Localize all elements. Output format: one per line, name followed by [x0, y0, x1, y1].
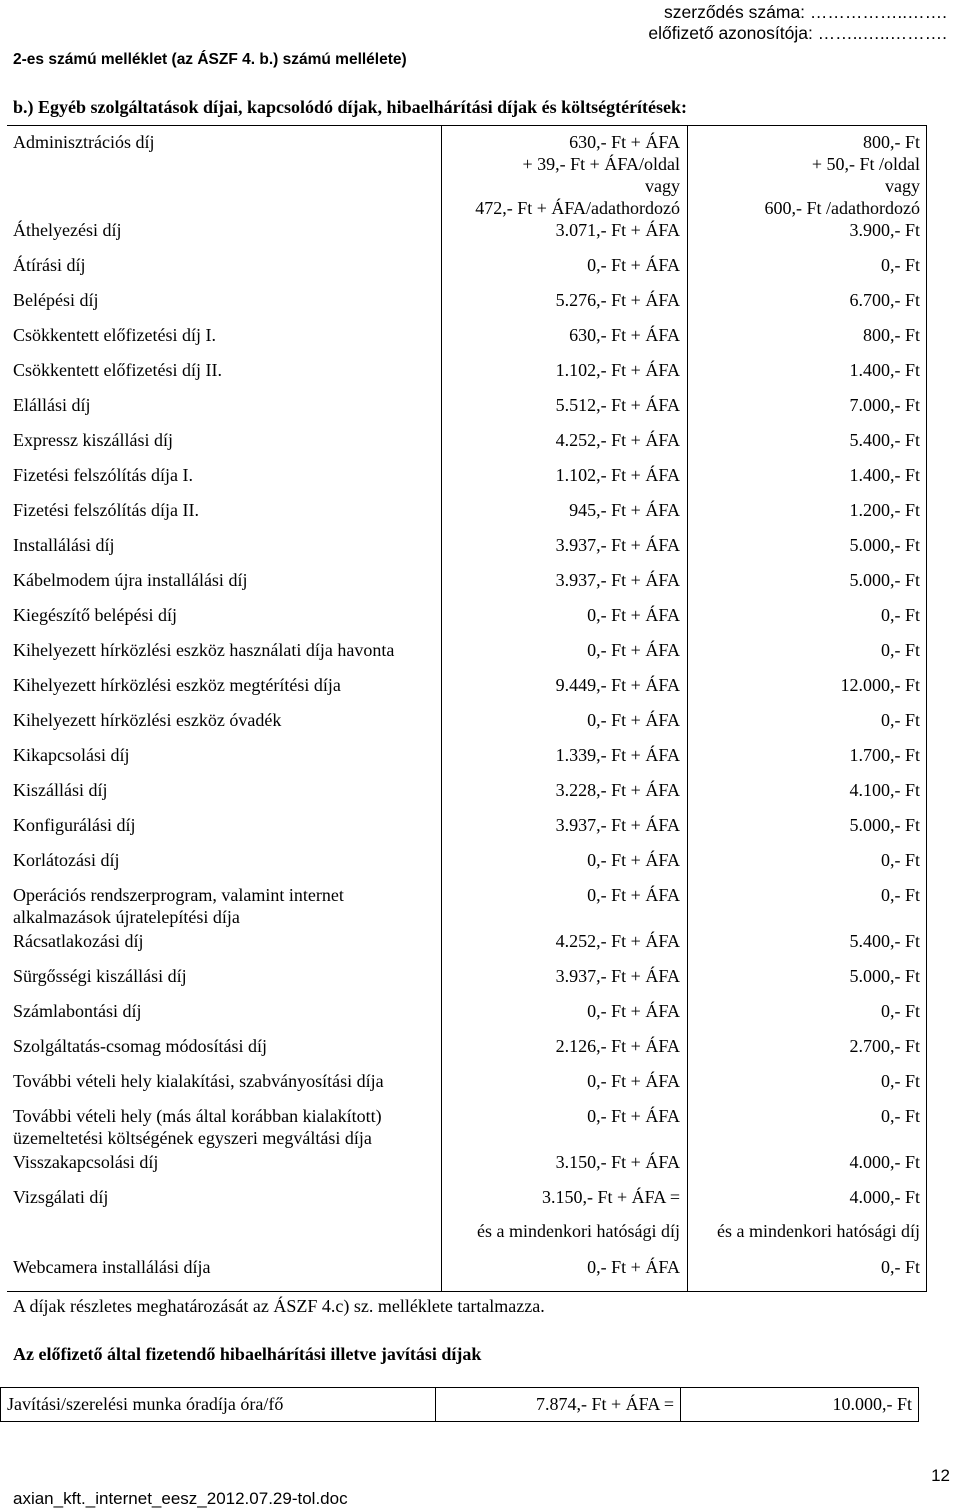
- fee-net-price: [442, 709, 688, 744]
- fee-gross-line: 5.000,- Ft: [849, 570, 920, 590]
- fee-gross-line: 4.000,- Ft: [849, 1187, 920, 1207]
- repair-table: [0, 1387, 919, 1422]
- fee-name: Expressz kiszállási díj: [7, 429, 442, 464]
- table-row: [7, 779, 927, 814]
- fee-net-line: 630,- Ft + ÁFA: [569, 132, 680, 152]
- table-row: [7, 1186, 927, 1256]
- fee-gross-price: [688, 126, 927, 220]
- fee-net-price: [442, 849, 688, 884]
- fee-net-price: [442, 674, 688, 709]
- fee-gross-line: és a mindenkori hatósági díj: [717, 1221, 920, 1241]
- table-row: [7, 324, 927, 359]
- fee-gross-line: 7.000,- Ft: [849, 395, 920, 415]
- fee-gross-price: [688, 289, 927, 324]
- fee-gross-line: 5.000,- Ft: [849, 815, 920, 835]
- fee-gross-price: [688, 254, 927, 289]
- table-row: [1, 1388, 919, 1422]
- fee-name: Konfigurálási díj: [7, 814, 442, 849]
- fee-net-price: [442, 1000, 688, 1035]
- fee-name: Korlátozási díj: [7, 849, 442, 884]
- fee-net-price: [442, 1151, 688, 1186]
- fee-net-price: [442, 464, 688, 499]
- fee-net-line: 1.339,- Ft + ÁFA: [555, 745, 680, 765]
- fee-gross-price: [688, 779, 927, 814]
- fee-gross-line: 4.100,- Ft: [849, 780, 920, 800]
- fee-gross-line: 0,- Ft: [880, 1106, 920, 1126]
- fee-gross-line: 2.700,- Ft: [849, 1036, 920, 1056]
- table-row: [7, 744, 927, 779]
- fee-net-price: [442, 499, 688, 534]
- fee-gross-price: [688, 359, 927, 394]
- fee-name: Kikapcsolási díj: [7, 744, 442, 779]
- fee-net-price: [442, 569, 688, 604]
- fee-net-line: 630,- Ft + ÁFA: [569, 325, 680, 345]
- fee-net-line: 4.252,- Ft + ÁFA: [555, 931, 680, 951]
- fee-name: Csökkentett előfizetési díj I.: [7, 324, 442, 359]
- table-row: [7, 1256, 927, 1291]
- fee-net-line: 2.126,- Ft + ÁFA: [555, 1036, 680, 1056]
- fee-net-line: 0,- Ft + ÁFA: [587, 1071, 680, 1091]
- fee-net-price: [442, 639, 688, 674]
- table-row: [7, 429, 927, 464]
- fee-gross-line: 0,- Ft: [880, 1001, 920, 1021]
- fee-gross-line: 0,- Ft: [880, 850, 920, 870]
- table-row: [7, 569, 927, 604]
- fee-name: Kiegészítő belépési díj: [7, 604, 442, 639]
- table-row: [7, 884, 927, 930]
- page-number: 12: [931, 1466, 950, 1485]
- fee-gross-line: 1.700,- Ft: [849, 745, 920, 765]
- table-row: [7, 254, 927, 289]
- fee-gross-price: [688, 429, 927, 464]
- table-row: [7, 709, 927, 744]
- annex-title: 2-es számú melléklet (az ÁSZF 4. b.) számú mellélete): [13, 51, 407, 68]
- fee-net-line: 0,- Ft + ÁFA: [587, 1106, 680, 1126]
- fee-gross-price: [688, 604, 927, 639]
- fee-gross-line: 6.700,- Ft: [849, 290, 920, 310]
- fee-gross-price: [688, 569, 927, 604]
- fee-gross-price: [688, 1035, 927, 1070]
- fee-gross-price: [688, 324, 927, 359]
- fee-net-line: 3.937,- Ft + ÁFA: [555, 535, 680, 555]
- fee-net-price: [442, 126, 688, 220]
- fee-net-price: [442, 254, 688, 289]
- fee-gross-line: 0,- Ft: [880, 885, 920, 905]
- fee-net-line: 0,- Ft + ÁFA: [587, 605, 680, 625]
- fee-gross-price: [688, 965, 927, 1000]
- fee-gross-line: 0,- Ft: [880, 640, 920, 660]
- fee-net-line: 3.937,- Ft + ÁFA: [555, 570, 680, 590]
- fee-gross-price: [688, 499, 927, 534]
- table-row: [7, 534, 927, 569]
- fee-name: Fizetési felszólítás díja I.: [7, 464, 442, 499]
- table-row: [7, 464, 927, 499]
- repair-gross-price: 10.000,- Ft: [681, 1388, 919, 1422]
- table-row: [7, 849, 927, 884]
- fee-net-price: [442, 884, 688, 930]
- table-row: [7, 814, 927, 849]
- fee-net-line: 472,- Ft + ÁFA/adathordozó: [475, 198, 680, 218]
- fee-gross-price: [688, 1256, 927, 1291]
- fee-net-price: [442, 930, 688, 965]
- fee-gross-line: 0,- Ft: [880, 255, 920, 275]
- fee-gross-line: 12.000,- Ft: [840, 675, 920, 695]
- fee-name: Sürgősségi kiszállási díj: [7, 965, 442, 1000]
- fee-gross-line: 1.200,- Ft: [849, 500, 920, 520]
- fee-gross-line: vagy: [885, 176, 920, 196]
- fee-name: Csökkentett előfizetési díj II.: [7, 359, 442, 394]
- table-row: [7, 639, 927, 674]
- fee-net-line: 0,- Ft + ÁFA: [587, 710, 680, 730]
- table-row: [7, 499, 927, 534]
- fee-gross-price: [688, 639, 927, 674]
- fee-gross-line: 5.400,- Ft: [849, 430, 920, 450]
- fee-gross-line: 4.000,- Ft: [849, 1152, 920, 1172]
- repair-net-price: 7.874,- Ft + ÁFA =: [436, 1388, 681, 1422]
- contract-info: [648, 2, 947, 44]
- fee-name: Kihelyezett hírközlési eszköz használati díja havonta: [7, 639, 442, 674]
- fee-net-price: [442, 1070, 688, 1105]
- fee-net-line: + 39,- Ft + ÁFA/oldal: [522, 154, 680, 174]
- fee-name: Rácsatlakozási díj: [7, 930, 442, 965]
- fee-gross-price: [688, 930, 927, 965]
- fee-net-price: [442, 534, 688, 569]
- fee-net-line: 3.150,- Ft + ÁFA =: [542, 1187, 680, 1207]
- fee-name: Kihelyezett hírközlési eszköz óvadék: [7, 709, 442, 744]
- fee-gross-price: [688, 1105, 927, 1151]
- fee-gross-price: [688, 1070, 927, 1105]
- fee-name: Elállási díj: [7, 394, 442, 429]
- fee-name: Vizsgálati díj: [7, 1186, 442, 1256]
- table-row: [7, 289, 927, 324]
- fee-name: Visszakapcsolási díj: [7, 1151, 442, 1186]
- fee-gross-price: [688, 884, 927, 930]
- fee-net-line: 5.276,- Ft + ÁFA: [555, 290, 680, 310]
- table-row: [7, 359, 927, 394]
- repair-name: Javítási/szerelési munka óradíja óra/fő: [1, 1388, 436, 1422]
- fee-name: Kihelyezett hírközlési eszköz megtérítési díja: [7, 674, 442, 709]
- fee-net-line: 0,- Ft + ÁFA: [587, 850, 680, 870]
- fee-gross-line: 0,- Ft: [880, 1071, 920, 1091]
- fee-net-price: [442, 394, 688, 429]
- table-row: [7, 930, 927, 965]
- fee-gross-line: 5.000,- Ft: [849, 535, 920, 555]
- fee-name: Átírási díj: [7, 254, 442, 289]
- fee-net-price: [442, 219, 688, 254]
- fee-gross-price: [688, 814, 927, 849]
- fee-net-price: [442, 604, 688, 639]
- fee-net-price: [442, 965, 688, 1000]
- fee-net-price: [442, 1035, 688, 1070]
- fee-name: Kábelmodem újra installálási díj: [7, 569, 442, 604]
- subscriber-id-field: előfizető azonosítója: ……..…..……….: [648, 23, 947, 43]
- table-row: [7, 1000, 927, 1035]
- fee-net-price: [442, 1105, 688, 1151]
- fee-gross-line: 600,- Ft /adathordozó: [764, 198, 920, 218]
- fee-name: Operációs rendszerprogram, valamint internet alkalmazások újratelepítési díja: [7, 884, 442, 930]
- fee-net-line: 0,- Ft + ÁFA: [587, 885, 680, 905]
- footer-filename: axian_kft._internet_eesz_2012.07.29-tol.doc: [13, 1489, 348, 1508]
- fee-net-price: [442, 429, 688, 464]
- fee-net-price: [442, 289, 688, 324]
- table-row: [7, 394, 927, 429]
- fee-net-line: 4.252,- Ft + ÁFA: [555, 430, 680, 450]
- fee-gross-price: [688, 1000, 927, 1035]
- fee-gross-price: [688, 1186, 927, 1256]
- fee-name: Szolgáltatás-csomag módosítási díj: [7, 1035, 442, 1070]
- fee-name: Fizetési felszólítás díja II.: [7, 499, 442, 534]
- fee-net-price: [442, 1256, 688, 1291]
- fee-name: Webcamera installálási díja: [7, 1256, 442, 1291]
- fee-gross-line: + 50,- Ft /oldal: [811, 154, 920, 174]
- fee-net-line: 0,- Ft + ÁFA: [587, 1257, 680, 1277]
- fee-gross-price: [688, 534, 927, 569]
- fee-gross-line: 0,- Ft: [880, 710, 920, 730]
- fee-net-price: [442, 744, 688, 779]
- fee-name: Kiszállási díj: [7, 779, 442, 814]
- fees-note: A díjak részletes meghatározását az ÁSZF 4.c) sz. melléklete tartalmazza.: [13, 1296, 545, 1316]
- fee-gross-price: [688, 674, 927, 709]
- fees-table: [7, 125, 927, 1292]
- fee-gross-line: 800,- Ft: [862, 325, 920, 345]
- fee-net-line: 1.102,- Ft + ÁFA: [555, 360, 680, 380]
- fee-net-line: 1.102,- Ft + ÁFA: [555, 465, 680, 485]
- fee-name: További vételi hely (más által korábban kialakított) üzemeltetési költségének egyszeri megváltási díja: [7, 1105, 442, 1151]
- fee-net-line: 0,- Ft + ÁFA: [587, 255, 680, 275]
- table-row: [7, 965, 927, 1000]
- fee-gross-price: [688, 849, 927, 884]
- fee-net-line: 9.449,- Ft + ÁFA: [555, 675, 680, 695]
- fee-name: További vételi hely kialakítási, szabványosítási díja: [7, 1070, 442, 1105]
- fee-net-price: [442, 359, 688, 394]
- fee-net-line: 0,- Ft + ÁFA: [587, 640, 680, 660]
- fee-name: Belépési díj: [7, 289, 442, 324]
- section-title: b.) Egyéb szolgáltatások díjai, kapcsolódó díjak, hibaelhárítási díjak és költségtérítések:: [13, 97, 688, 117]
- fee-gross-price: [688, 464, 927, 499]
- table-row: [7, 219, 927, 254]
- fee-net-price: [442, 1186, 688, 1256]
- fee-net-line: 3.937,- Ft + ÁFA: [555, 815, 680, 835]
- fee-gross-price: [688, 394, 927, 429]
- fee-net-line: vagy: [645, 176, 680, 196]
- repair-title: Az előfizető által fizetendő hibaelhárítási illetve javítási díjak: [13, 1344, 482, 1364]
- fee-gross-price: [688, 1151, 927, 1186]
- fee-name: Számlabontási díj: [7, 1000, 442, 1035]
- fee-net-price: [442, 324, 688, 359]
- fee-net-price: [442, 814, 688, 849]
- fee-gross-price: [688, 709, 927, 744]
- fee-gross-line: 1.400,- Ft: [849, 360, 920, 380]
- fee-net-line: 3.937,- Ft + ÁFA: [555, 966, 680, 986]
- table-row: [7, 604, 927, 639]
- fee-net-line: és a mindenkori hatósági díj: [477, 1221, 680, 1241]
- fee-net-price: [442, 779, 688, 814]
- fee-net-line: 3.150,- Ft + ÁFA: [555, 1152, 680, 1172]
- fee-net-line: 3.228,- Ft + ÁFA: [555, 780, 680, 800]
- table-row: [7, 1151, 927, 1186]
- fee-gross-line: 5.400,- Ft: [849, 931, 920, 951]
- table-row: [7, 674, 927, 709]
- fee-gross-line: 0,- Ft: [880, 1257, 920, 1277]
- table-row: [7, 1070, 927, 1105]
- fee-name: Installálási díj: [7, 534, 442, 569]
- fee-net-line: 3.071,- Ft + ÁFA: [555, 220, 680, 240]
- fee-gross-line: 0,- Ft: [880, 605, 920, 625]
- fee-net-line: 5.512,- Ft + ÁFA: [555, 395, 680, 415]
- fee-name: Áthelyezési díj: [7, 219, 442, 254]
- fee-gross-line: 5.000,- Ft: [849, 966, 920, 986]
- fee-gross-line: 3.900,- Ft: [849, 220, 920, 240]
- fee-gross-line: 1.400,- Ft: [849, 465, 920, 485]
- fee-gross-price: [688, 219, 927, 254]
- fee-name: Adminisztrációs díj: [7, 126, 442, 220]
- table-row: [7, 1035, 927, 1070]
- fee-net-line: 0,- Ft + ÁFA: [587, 1001, 680, 1021]
- table-row: [7, 126, 927, 220]
- fee-gross-price: [688, 744, 927, 779]
- table-row: [7, 1105, 927, 1151]
- contract-number-field: szerződés száma: ……………..…….: [664, 2, 947, 22]
- fee-gross-line: 800,- Ft: [862, 132, 920, 152]
- fee-net-line: 945,- Ft + ÁFA: [569, 500, 680, 520]
